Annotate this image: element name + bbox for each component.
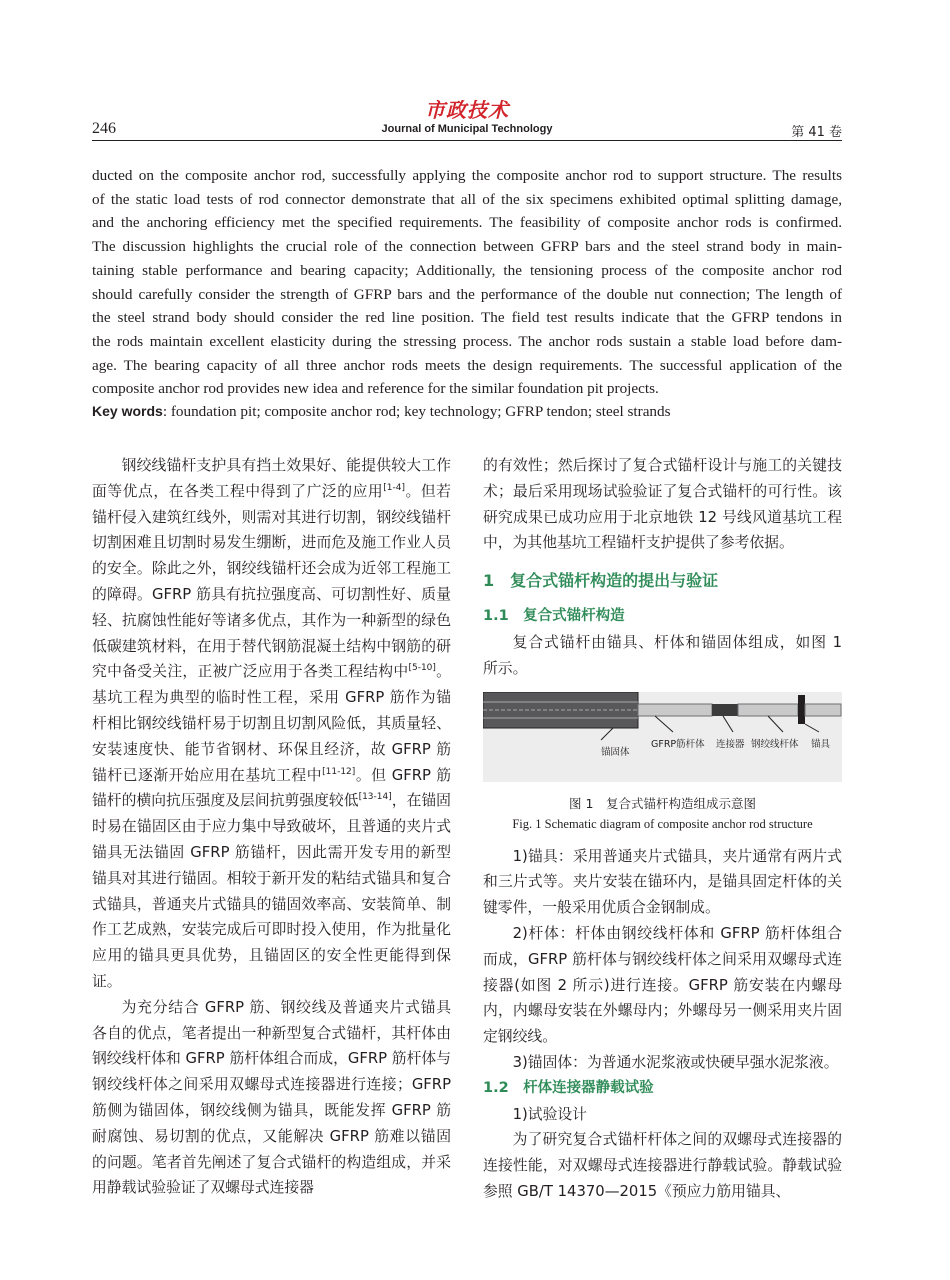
- text-run: 。但若锚杆侵入建筑红线外，则需对其进行切割，钢绞线锚杆切割困难且切割时易发生绷断，进而危及施工作业人员的安全。除此之外，钢绞线锚杆还会成为近邻工程施工的障碍。GFRP 筋具有抗拉强度高、可切割性好、质量轻、抗腐蚀性能好等诸多优点，其作为一种新型的绿色低碳建筑材料，在用于替代钢筋混凝土结构中钢筋的研究中备受关注，正被广泛应用于各类工程结构中: [92, 482, 451, 681]
- leader-line: [723, 716, 733, 732]
- leader-line: [768, 716, 783, 732]
- body-paragraph: [92, 453, 451, 995]
- abstract-line: and the anchoring efficiency met the specified requirements. The feasibility of composite anchor rods is confirmed.: [92, 214, 842, 232]
- page-header: [92, 92, 842, 142]
- abstract-line: age. The bearing capacity of all three anchor rods meets the design requirements. The successful application of the: [92, 356, 842, 374]
- text-run: 钢绞线锚杆支护具有挡土效果好、能提供较大工作面等优点，在各类工程中得到了广泛的应用: [92, 457, 451, 500]
- citation: [1-4]: [383, 482, 405, 493]
- abstract-line: the rods maintain excellent elasticity during the stressing process. The anchor rods sustain a stable load before dam-: [92, 332, 842, 350]
- citation: [11-12]: [322, 766, 356, 777]
- body-paragraph: 1)试验设计: [512, 1105, 587, 1123]
- keywords-list: : foundation pit; composite anchor rod; key technology; GFRP tendon; steel strands: [162, 403, 671, 420]
- abstract-text: [92, 164, 842, 401]
- keywords-label: Key words: [92, 403, 163, 419]
- label-connector: 连接器: [716, 738, 745, 750]
- label-anchor-body: 锚固体: [601, 746, 630, 758]
- abstract-line: taining stable performance and bearing capacity; Additionally, the tensioning process of the composite anchor rod: [92, 261, 842, 279]
- abstract-line: The discussion highlights the crucial role of the connection between GFRP bars and the steel strand body in main-: [92, 238, 842, 256]
- body-paragraph: 3)锚固体：为普通水泥浆液或快硬早强水泥浆液。: [512, 1053, 839, 1071]
- figure-caption-en: Fig. 1 Schematic diagram of composite anchor rod structure: [512, 816, 813, 831]
- steel-strand-rod: [738, 704, 798, 716]
- text-run: ，在锚固时易在锚固区由于应力集中导致破坏，且普通的夹片式锚具无法锚固 GFRP 筋锚杆，因此需开发专用的新型锚具对其进行锚固。相较于新开发的粘结式锚具和复合式锚具，普通夹片式锚具的锚固效率高、安装简单、制作工艺成熟，安装完成后可即时投入使用，作为批量化应用的锚具更具优势，且锚固区的安全性更能得到保证。: [92, 792, 451, 990]
- figure-1: [483, 692, 842, 782]
- citation: [13-14]: [358, 792, 392, 803]
- journal-logo: 市政技术: [425, 98, 509, 122]
- journal-name: Journal of Municipal Technology: [381, 123, 553, 135]
- label-anchor: 锚具: [811, 738, 831, 750]
- figure-caption-cn: 图 1 复合式锚杆构造组成示意图: [569, 795, 756, 811]
- label-steel-strand: 钢绞线杆体: [751, 738, 799, 750]
- leader-line: [601, 728, 613, 740]
- abstract-line: composite anchor rod provides new idea and reference for the similar foundation pit projects.: [92, 380, 659, 398]
- strand-tail: [805, 704, 841, 716]
- volume-label: 第 41 卷: [791, 125, 842, 140]
- abstract-line: the steel strand body should consider the red line position. The field test results indicate that the GFRP tendons in: [92, 309, 842, 327]
- body-paragraph: 复合式锚杆由锚具、杆体和锚固体组成，如图 1 所示。: [483, 633, 842, 677]
- body-paragraph: 2)杆体：杆体由钢绞线杆体和 GFRP 筋杆体组合而成，GFRP 筋杆体与钢绞线杆体之间采用双螺母式连接器(如图 2 所示)进行连接。GFRP 筋安装在内螺母内，内螺母安装在外螺母内；外螺母另一侧采用夹片固定钢绞线。: [483, 924, 842, 1046]
- body-paragraph: 为充分结合 GFRP 筋、钢绞线及普通夹片式锚具各自的优点，笔者提出一种新型复合式锚杆，其杆体由钢绞线杆体和 GFRP 筋杆体组合而成，GFRP 筋杆体与钢绞线杆体之间采用双螺母式连接器进行连接；GFRP 筋侧为锚固体，钢绞线侧为锚具，既能发挥 GFRP 筋耐腐蚀、易切割的优点，又能解决 GFRP 筋难以锚固的问题。笔者首先阐述了复合式锚杆的构造组成，并采用静载试验验证了双螺母式连接器: [92, 998, 451, 1197]
- text-run: 。但 GFRP 筋锚杆的横向抗压强度及层间抗剪强度较低: [92, 766, 451, 810]
- body-paragraph: 的有效性；然后探讨了复合式锚杆设计与施工的关键技术；最后采用现场试验验证了复合式锚杆的可行性。该研究成果已成功应用于北京地铁 12 号线风道基坑工程中，为其他基坑工程锚杆支护提供了参考依据。: [483, 457, 842, 552]
- subsection-heading: 1.2 杆体连接器静载试验: [483, 1079, 654, 1096]
- page-number: 246: [92, 120, 116, 137]
- citation: [5-10]: [408, 663, 436, 674]
- anchor-plate: [798, 695, 805, 724]
- label-gfrp-rod: GFRP筋杆体: [651, 738, 705, 750]
- header-divider: [92, 140, 842, 141]
- leader-line: [655, 716, 673, 732]
- text-run: 。基坑工程为典型的临时性工程，采用 GFRP 筋作为锚杆相比钢绞线锚杆易于切割且切割风险低，其质量轻、安装速度快、能节省钢材、环保且经济，故 GFRP 筋锚杆已逐渐开始应用在基坑工程中: [92, 663, 451, 784]
- gfrp-rod: [638, 704, 712, 716]
- abstract-line: ducted on the composite anchor rod, successfully applying the composite anchor rod to support structure. The results: [92, 167, 842, 184]
- section-heading: 1 复合式锚杆构造的提出与验证: [483, 571, 719, 591]
- left-column: [92, 453, 451, 1201]
- body-paragraph: 1)锚具：采用普通夹片式锚具，夹片通常有两片式和三片式等。夹片安装在锚环内，是锚具固定杆体的关键零件，一般采用优质合金钢制成。: [483, 847, 842, 917]
- anchor-body-block: [483, 692, 638, 728]
- body-paragraph: 为了研究复合式锚杆杆体之间的双螺母式连接器的连接性能，对双螺母式连接器进行静载试验。静载试验参照 GB/T 14370—2015《预应力筋用锚具、: [483, 1131, 842, 1200]
- abstract-line: should carefully consider the strength of GFRP bars and the performance of the double nut connection; The length of: [92, 285, 842, 303]
- subsection-heading: 1.1 复合式锚杆构造: [483, 608, 625, 625]
- abstract-line: of the static load tests of rod connector demonstrate that all of the six specimens exhibited optimal splitting damage,: [92, 190, 842, 208]
- leader-line: [805, 724, 819, 732]
- connector-block: [712, 704, 738, 716]
- right-column: [483, 453, 842, 1205]
- keywords: [92, 400, 842, 423]
